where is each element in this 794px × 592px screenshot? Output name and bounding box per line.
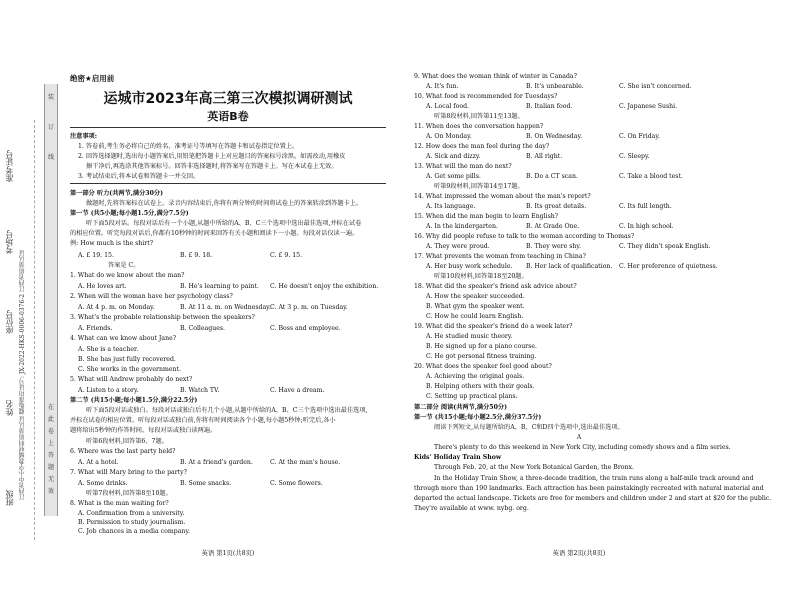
bar-label: 上 [47,440,54,447]
sec2-heading: 第二节 (共15小题;每小题1.5分,满分22.5分) [70,397,198,404]
option: C. Job chances in a media company. [78,528,191,535]
question: 18. What did the speaker's friend ask advice about? [414,283,577,290]
example-answer: 答案是 C。 [108,262,140,269]
passage-date: Through Feb. 20, at the New York Botanical Garden, the Bronx. [434,464,634,471]
side-label-room: 考场号 [5,230,14,254]
option: B. On Wednesday. [526,133,583,140]
option: C. How he could learn English. [426,313,524,320]
option: A. Get some pills. [426,173,481,180]
question: 19. What did the speaker's friend do a week later? [414,323,573,330]
option: B. Italian food. [526,103,573,110]
example-option: B. £ 9. 18. [180,252,213,259]
notice-item: 3. 考试结束后,将本试卷和答题卡一并交回。 [78,173,200,180]
option: B. Her lack of qualification. [526,263,613,270]
question: 17. What prevents the woman from teaching in China? [414,253,586,260]
question: 3. What's the probable relationship between the speakers? [70,314,255,321]
material-note: 听第10段材料,回答第18至20题。 [434,273,528,280]
notice-item: 2. 回答选择题时,选出每小题答案后,用铅笔把答题卡上对应题目的答案标号涂黑。如需改动,用橡皮 [78,153,346,160]
option: A. At a hotel. [78,459,119,466]
part2-sec1-heading: 第一节 (共15小题;每小题2.5分,满分37.5分) [414,414,542,421]
option: C. At 3 p. m. on Tuesday. [270,304,348,311]
example-option: A. £ 19. 15. [78,252,114,259]
option: C. She isn't concerned. [619,83,692,90]
sec2-text: 并标在试卷的相应位置。听每段对话或独白前,你将有时间阅读各个小题,每小题5秒钟;听完后,各小 [70,417,336,424]
option: C. Some flowers. [270,480,323,487]
bar-label: 线 [47,154,54,161]
secret-mark: 绝密★启用前 [70,74,115,83]
option: A. He loves art. [78,283,127,290]
material-note: 听第6段材料,回答第6、7题。 [86,438,168,445]
option: A. They were proud. [426,243,490,250]
option: C. On Friday. [619,133,660,140]
option: A. Sick and dizzy. [426,153,481,160]
page-footer-left: 英语 第1页(共8页) [201,550,255,557]
divider [70,127,386,128]
option: A. Achieving the original goals. [426,373,525,380]
question: 11. When does the conversation happen? [414,123,544,130]
option: A. Confirmation from a university. [78,510,185,517]
bar-label: 卷 [47,428,54,435]
option: B. Its great details. [526,203,587,210]
option: C. Japanese Sushi. [619,103,678,110]
divider [70,183,386,184]
passage-letter: A [576,434,582,441]
bar-label: 题 [47,464,54,471]
option: A. She is a teacher. [78,346,139,353]
option: C. She works in the government. [78,366,181,373]
option: A. Her busy work schedule. [426,263,513,270]
option: C. In high school. [619,223,674,230]
question: 4. What can we know about Jane? [70,335,177,342]
option: A. Local food. [426,103,470,110]
question: 5. What will Andrew probably do next? [70,376,193,383]
option: C. They didn't speak English. [619,243,711,250]
sec2-text: 听下面5段对话或独白。每段对话或独白后有几个小题,从题中所给的A、B、C三个选项中选出最佳选项, [86,407,368,414]
option: C. Sleepy. [619,153,650,160]
option: B. Helping others with their goals. [426,383,535,390]
option: B. He signed up for a piano course. [426,343,537,350]
option: C. He got personal fitness training. [426,353,537,360]
option: B. Do a CT scan. [526,173,578,180]
option: B. All right. [526,153,563,160]
part1-heading: 第一部分 听力(共两节,满分30分) [70,190,164,197]
option: C. Boss and employee. [270,325,341,332]
material-note: 听第8段材料,回答第11至13题。 [434,113,524,120]
passage-intro: There's plenty to do this weekend in New York City, including comedy shows and a film series. [434,444,731,451]
option: A. He studied music theory. [426,333,513,340]
question: 10. What food is recommended for Tuesdays? [414,93,558,100]
part2-heading: 第二部分 阅读(共两节,满分50分) [414,404,508,411]
option: B. Permission to study journalism. [78,519,186,526]
option: A. Listen to a story. [78,387,139,394]
notice-item: 擦干净后,再选涂其他答案标号。回答非选择题时,将答案写在答题卡上。写在本试卷上无效。 [86,163,338,170]
question: 9. What does the woman think of winter in Canada? [414,73,577,80]
part1-intro: 做题时,先将答案标在试卷上。录音内容结束后,你将有两分钟的时间将试卷上的答案转涂到答题卡上。 [86,200,363,207]
passage-line: through more than 190 landmarks. Each attraction has been painstakingly recreated with natural material and [414,485,764,492]
question: 2. When will the woman have her psychology class? [70,293,233,300]
side-label-class: 班级 [5,490,14,506]
option: B. Watch TV. [180,387,220,394]
binding-bar [44,84,58,516]
page-title: 运城市2023年高三第三次模拟调研测试 [103,91,353,107]
option: A. In the kindergarten. [426,223,498,230]
material-note: 听第7段材料,回答第8至10题。 [86,490,172,497]
option: B. Some snacks. [180,480,232,487]
question: 6. Where was the last party held? [70,448,176,455]
side-label-name: 姓名 [5,400,14,416]
question: 7. What will Mary bring to the party? [70,469,187,476]
binding-margin [0,0,62,592]
question: 1. What do we know about the man? [70,272,185,279]
passage-line: departed the actual landscape. Tickets are free for members and children under 2 and start at $20 for the public. [414,495,772,502]
sec1-text: 听下面5段对话。每段对话后有一个小题,从题中所给的A、B、C三个选项中选出最佳选项,并标在试卷 [86,220,362,227]
example-option: C. £ 9. 15. [270,252,303,259]
certification-text: 江西省中小学教辅材料质量认证 赣版准印证号: JX-2022-HKS-0006-0376-2 江西省质量认证 [19,249,26,500]
option: B. At Grade One. [526,223,580,230]
option: B. At a friend's garden. [180,459,253,466]
option: C. Her preference of quietness. [619,263,718,270]
sec1-text: 的相应位置。听完每段对话后,你都有10秒钟的时间来回答有关小题和阅读下一小题。每段对话仅读一遍。 [70,230,359,237]
option: A. Friends. [78,325,113,332]
option: A. On Monday. [426,133,472,140]
bar-label: 答 [47,452,54,459]
option: B. She has just fully recovered. [78,356,176,363]
passage-line: They're available at www. nybg. org. [414,505,529,512]
option: A. At 4 p. m. on Monday. [78,304,155,311]
question: 14. What impressed the woman about the man's report? [414,193,591,200]
material-note: 听第9段材料,回答第14至17题。 [434,183,524,190]
question: 20. What does the speaker feel good about? [414,363,552,370]
passage-line: In the Holiday Train Show, a three-decade tradition, the train runs along a half-mile track around and [434,475,754,482]
option: A. Its language. [426,203,476,210]
question: 15. When did the man begin to learn English? [414,213,559,220]
option: A. How the speaker succeeded. [426,293,525,300]
bar-label: 在 [47,404,54,411]
side-label-seat: 座位号 [5,310,14,334]
option: A. Some drinks. [78,480,128,487]
option: C. Setting up practical plans. [426,393,518,400]
bar-label: 订 [47,124,54,131]
bar-label: 效 [47,488,54,495]
bar-label: 装 [47,94,54,101]
sec1-heading: 第一节 (共5小题;每小题1.5分,满分7.5分) [70,210,189,217]
option: B. Colleagues. [180,325,225,332]
page-subtitle: 英语B卷 [207,110,249,123]
option: C. He doesn't enjoy the exhibition. [270,283,379,290]
option: B. They were shy. [526,243,582,250]
option: C. Its full length. [619,203,672,210]
option: A. It's fun. [426,83,459,90]
notice-heading: 注意事项: [70,133,98,140]
question: 12. How does the man feel during the day? [414,143,550,150]
bar-label: 无 [47,476,54,483]
side-label-exam-number: 准考证号 [5,150,14,182]
option: C. Have a dream. [270,387,325,394]
passage-subheading: Kids' Holiday Train Show [414,454,502,461]
option: B. It's unbearable. [526,83,584,90]
page-footer-right: 英语 第2页(共8页) [552,550,606,557]
option: B. At 11 a. m. on Wednesday. [180,304,271,311]
cut-line [34,120,35,540]
part2-instructions: 阅读下列短文,从每题所给的A、B、C和D四个选项中,选出最佳选项。 [434,424,624,431]
option: C. Take a blood test. [619,173,683,180]
question: 16. Why did people refuse to talk to the woman according to Thomas? [414,233,635,240]
sec2-text: 题将给出5秒钟的作答时间。每段对话或独白读两遍。 [70,427,217,434]
option: B. He's learning to paint. [180,283,259,290]
bar-label: 此 [47,416,54,423]
question: 8. What is the man waiting for? [70,500,169,507]
example-question: 例: How much is the shirt? [70,240,154,247]
question: 13. What will the man do next? [414,163,512,170]
notice-item: 1. 答卷前,考生务必将自己的姓名、准考证号等填写在答题卡和试卷指定位置上。 [78,143,299,150]
option: C. At the man's house. [270,459,341,466]
option: B. What gym the speaker went. [426,303,525,310]
